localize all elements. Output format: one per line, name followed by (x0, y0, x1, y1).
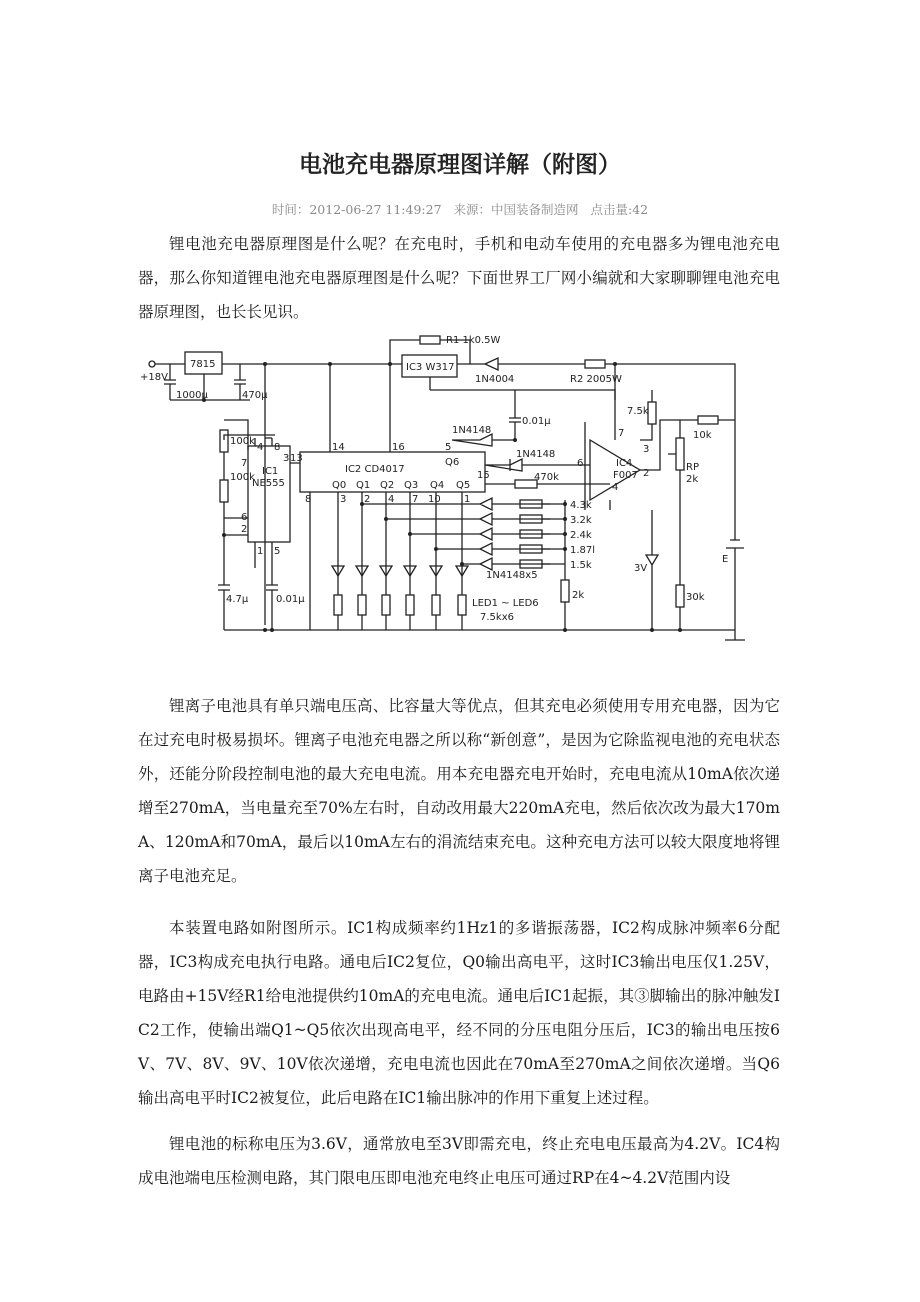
q6-label: Q6 (445, 457, 460, 468)
input-terminal (149, 361, 155, 367)
pin-label: 7 (618, 428, 625, 439)
paragraph-features: 锂离子电池具有单只端电压高、比容量大等优点，但其充电必须使用专用充电器，因为它在过充电时极易损坏。锂离子电池充电器之所以称“新创意”，是因为它除监视电池的充电状态外，还能分阶段控制电池的最大充电电流。用本充电器充电开始时，充电电流从10mA依次递增至270mA，当电量充至70%左右时，自动改用最大220mA充电，然后依次改为最大170mA、120mA和70mA，最后以10mA左右的涓流结束充电。这种充电方法可以较大限度地将锂离子电池充足。 (138, 697, 780, 885)
pin-label: 3 (283, 453, 290, 464)
pin-label: 7 (241, 458, 248, 469)
divider-network (362, 498, 565, 570)
ic3-label: IC3 W317 (406, 362, 455, 373)
diodes-label: 1N4148x5 (486, 570, 538, 581)
r5-label: 470k (534, 472, 559, 483)
wire (224, 364, 275, 625)
reg-label: 7815 (190, 359, 216, 370)
article-meta (0, 200, 920, 218)
pin-label: 6 (577, 458, 584, 469)
paragraph-voltage: 锂电池的标称电压为3.6V，通常放电至3V即需充电，终止充电电压最高为4.2V。IC4构成电池端电压检测电路，其门限电压即电池充电终止电压可通过RP在4~4.2V范围内设 (138, 1135, 780, 1187)
junctions (202, 362, 682, 632)
resistor-r1 (420, 336, 440, 344)
q3-label: Q3 (404, 480, 419, 491)
pin-label: 3 (643, 444, 650, 455)
pin-label: 2 (643, 468, 650, 479)
ic1-label: IC1 (262, 466, 279, 477)
paragraph-circuit: 本装置电路如附图所示。IC1构成频率约1Hz1的多谐振荡器，IC2构成脉冲频率6分配器，IC3构成充电执行电路。通电后IC2复位，Q0输出高电平，这时IC3输出电压仅1.25V，电路由+15V经R1给电池提供约10mA的充电电流。通电后IC1起振，其③脚输出的脉冲触发IC2工作，使输出端Q1~Q5依次出现高电平，经不同的分压电阻分压后，IC3的输出电压按6V、7V、8V、9V、10V依次递增，充电电流也因此在70mA至270mA之间依次递增。当Q6输出高电平时IC2被复位，此后电路在IC1输出脉冲的作用下重复上述过程。 (138, 919, 780, 1107)
resistor-r4 (220, 480, 228, 502)
rp-value-label: 2k (686, 474, 699, 485)
pin-label: 5 (274, 546, 281, 557)
q0-pin-label: 3 (340, 494, 347, 505)
resistor-r2 (585, 360, 605, 368)
q2-label: Q2 (380, 480, 395, 491)
pin-label: 6 (241, 512, 248, 523)
divider-4-label: 1.87l (570, 545, 596, 556)
charger-schematic-figure (140, 330, 780, 672)
resistor-r8 (676, 585, 684, 607)
led-resistor-label: 7.5kx6 (480, 612, 514, 623)
pin-label: 15 (477, 470, 490, 481)
pin-label: 13 (290, 453, 303, 464)
battery-e (726, 540, 744, 630)
ground-rail (224, 630, 745, 640)
wire (605, 364, 735, 540)
pin-label: 5 (445, 442, 452, 453)
r9-label: 2k (572, 590, 585, 601)
diode-d1 (485, 358, 498, 370)
divider-2-label: 3.2k (570, 515, 592, 526)
r2-label: R2 2005W (570, 374, 622, 385)
pin-label: 8 (274, 442, 281, 453)
q1-pin-label: 2 (364, 494, 371, 505)
resistor-r9 (561, 580, 569, 602)
d3-label: 1N4148 (516, 449, 556, 460)
r6-label: 7.5k (627, 406, 649, 417)
ic4-type-label: F007 (613, 470, 638, 481)
r3-label: 100k (230, 436, 255, 447)
publish-time: 时间：2012-06-27 11:49:27 (271, 202, 442, 217)
pin-label: 4 (612, 482, 619, 493)
hit-count: 点击量:42 (590, 202, 649, 217)
resistor-r7 (698, 416, 718, 424)
resistor-r3 (220, 430, 228, 452)
article-source: 来源：中国装备制造网 (453, 202, 579, 217)
leds-label: LED1 ~ LED6 (472, 598, 539, 609)
r4-label: 100k (230, 472, 255, 483)
led-array (332, 566, 468, 630)
battery-label: E (722, 554, 729, 565)
q4-label: Q4 (430, 480, 445, 491)
r8-label: 30k (686, 592, 705, 603)
q5-pin-label: 1 (464, 494, 471, 505)
pin-label: 4 (257, 442, 264, 453)
c4-label: 4.7μ (226, 594, 249, 605)
divider-1-label: 4.3k (570, 500, 592, 511)
article-title: 电池充电器原理图详解（附图） (299, 152, 621, 178)
pin-label: 2 (241, 524, 248, 535)
vin-label: +18V (140, 372, 168, 383)
zener-diode (646, 510, 658, 630)
d1-label: 1N4004 (475, 374, 515, 385)
pin-label: 8 (305, 494, 312, 505)
resistor-r6 (648, 402, 656, 424)
potentiometer-rp (676, 438, 684, 470)
pin-label: 14 (332, 442, 345, 453)
wire (338, 492, 462, 595)
pin-label: 16 (392, 442, 405, 453)
divider-5-label: 1.5k (570, 560, 592, 571)
charger-schematic (140, 330, 780, 672)
q2-pin-label: 4 (388, 494, 395, 505)
c3-label: 0.01μ (522, 416, 551, 427)
rp-label: RP (686, 462, 699, 473)
paragraph-intro: 锂电池充电器原理图是什么呢？在充电时，手机和电动车使用的充电器多为锂电池充电器，那么你知道锂电池充电器原理图是什么呢？下面世界工厂网小编就和大家聊聊锂电池充电器原理图，也长长见识。 (138, 235, 780, 321)
divider-3-label: 2.4k (570, 530, 592, 541)
d2-label: 1N4148 (452, 425, 492, 436)
r1-label: R1 1k0.5W (446, 335, 501, 346)
q4-pin-label: 10 (428, 494, 441, 505)
ic1-type-label: NE555 (252, 478, 285, 489)
c2-label: 470μ (242, 390, 268, 401)
ic2-label: IC2 CD4017 (345, 464, 405, 475)
ic4-label: IC4 (616, 458, 633, 469)
capacitor-c3 (509, 390, 521, 442)
q0-label: Q0 (332, 480, 347, 491)
zener-label: 3V (634, 563, 648, 574)
q5-label: Q5 (456, 480, 471, 491)
c1-label: 1000μ (176, 390, 208, 401)
r7-label: 10k (693, 430, 712, 441)
c5-label: 0.01μ (276, 594, 305, 605)
pin-label: 1 (257, 546, 264, 557)
q1-label: Q1 (356, 480, 371, 491)
q3-pin-label: 7 (412, 494, 419, 505)
diode-d3 (485, 459, 590, 471)
wire (668, 420, 680, 585)
